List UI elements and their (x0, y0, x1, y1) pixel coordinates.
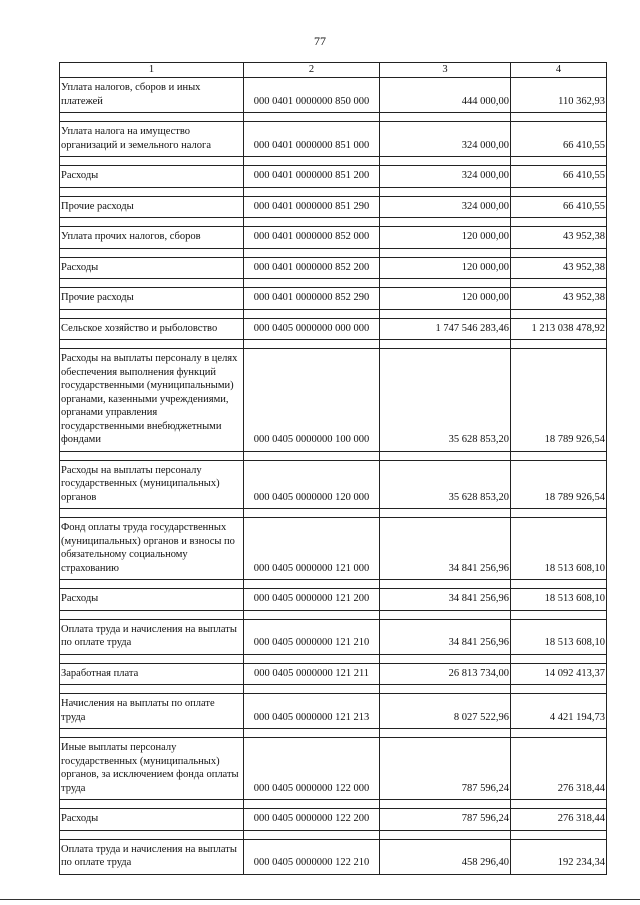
table-row (60, 257, 607, 279)
row-code-cell: 000 0405 0000000 000 000 (244, 318, 380, 340)
table-row (60, 738, 607, 800)
row-spacer-cell (511, 610, 607, 619)
row-plan-amount-cell: 34 841 256,96 (380, 619, 511, 654)
row-name-cell: Иные выплаты персоналу государственных (муниципальных) органов, за исключением фонда оплаты труда (60, 738, 244, 800)
row-spacer-cell (60, 309, 244, 318)
row-spacer-cell (511, 218, 607, 227)
row-spacer (60, 187, 607, 196)
row-code-cell: 000 0401 0000000 852 200 (244, 257, 380, 279)
row-spacer-cell (60, 509, 244, 518)
row-plan-amount-cell: 458 296,40 (380, 839, 511, 874)
row-fact-amount-cell: 43 952,38 (511, 288, 607, 310)
row-spacer-cell (511, 800, 607, 809)
row-spacer (60, 248, 607, 257)
row-spacer-cell (380, 610, 511, 619)
row-plan-amount-cell: 120 000,00 (380, 257, 511, 279)
row-spacer-cell (244, 309, 380, 318)
row-name-cell: Прочие расходы (60, 196, 244, 218)
row-plan-amount-cell: 787 596,24 (380, 738, 511, 800)
row-spacer-cell (380, 218, 511, 227)
row-spacer-cell (60, 113, 244, 122)
row-fact-amount-cell: 14 092 413,37 (511, 663, 607, 685)
row-code-cell: 000 0401 0000000 852 290 (244, 288, 380, 310)
row-fact-amount-cell: 18 513 608,10 (511, 619, 607, 654)
row-spacer-cell (511, 451, 607, 460)
row-spacer (60, 113, 607, 122)
row-fact-amount-cell: 66 410,55 (511, 166, 607, 188)
row-fact-amount-cell: 66 410,55 (511, 196, 607, 218)
row-code-cell: 000 0401 0000000 851 290 (244, 196, 380, 218)
row-spacer (60, 309, 607, 318)
row-spacer-cell (380, 830, 511, 839)
row-plan-amount-cell: 324 000,00 (380, 166, 511, 188)
row-spacer-cell (60, 580, 244, 589)
table-row (60, 839, 607, 874)
table-row (60, 166, 607, 188)
row-code-cell: 000 0405 0000000 122 000 (244, 738, 380, 800)
row-plan-amount-cell: 324 000,00 (380, 196, 511, 218)
row-spacer-cell (380, 248, 511, 257)
column-header-4: 4 (511, 63, 607, 78)
row-plan-amount-cell: 787 596,24 (380, 809, 511, 831)
row-spacer-cell (244, 580, 380, 589)
row-code-cell: 000 0401 0000000 852 000 (244, 227, 380, 249)
table-row (60, 619, 607, 654)
row-name-cell: Уплата налога на имущество организаций и земельного налога (60, 122, 244, 157)
row-spacer-cell (244, 729, 380, 738)
row-fact-amount-cell: 276 318,44 (511, 809, 607, 831)
row-name-cell: Расходы (60, 257, 244, 279)
row-spacer (60, 729, 607, 738)
row-fact-amount-cell: 18 513 608,10 (511, 589, 607, 611)
row-plan-amount-cell: 34 841 256,96 (380, 518, 511, 580)
table-row (60, 122, 607, 157)
row-name-cell: Уплата прочих налогов, сборов (60, 227, 244, 249)
row-plan-amount-cell: 34 841 256,96 (380, 589, 511, 611)
row-spacer-cell (60, 451, 244, 460)
row-spacer-cell (60, 340, 244, 349)
row-spacer-cell (380, 729, 511, 738)
row-code-cell: 000 0405 0000000 122 210 (244, 839, 380, 874)
row-spacer-cell (380, 800, 511, 809)
row-plan-amount-cell: 26 813 734,00 (380, 663, 511, 685)
table-row (60, 809, 607, 831)
row-name-cell: Сельское хозяйство и рыболовство (60, 318, 244, 340)
row-spacer-cell (60, 800, 244, 809)
row-spacer (60, 830, 607, 839)
row-fact-amount-cell: 110 362,93 (511, 78, 607, 113)
table-row (60, 694, 607, 729)
page-bottom-rule (0, 899, 640, 900)
row-code-cell: 000 0405 0000000 121 213 (244, 694, 380, 729)
row-spacer-cell (511, 248, 607, 257)
row-spacer-cell (511, 157, 607, 166)
row-code-cell: 000 0405 0000000 122 200 (244, 809, 380, 831)
table-row (60, 318, 607, 340)
row-code-cell: 000 0401 0000000 850 000 (244, 78, 380, 113)
row-spacer (60, 279, 607, 288)
row-spacer-cell (380, 340, 511, 349)
row-spacer-cell (60, 729, 244, 738)
row-spacer (60, 685, 607, 694)
row-name-cell: Расходы на выплаты персоналу государственных (муниципальных) органов (60, 460, 244, 509)
table-row (60, 460, 607, 509)
row-spacer (60, 157, 607, 166)
row-spacer-cell (60, 279, 244, 288)
column-header-3: 3 (380, 63, 511, 78)
row-spacer-cell (511, 113, 607, 122)
row-fact-amount-cell: 192 234,34 (511, 839, 607, 874)
row-spacer-cell (511, 309, 607, 318)
row-code-cell: 000 0405 0000000 121 000 (244, 518, 380, 580)
row-spacer-cell (511, 654, 607, 663)
row-plan-amount-cell: 324 000,00 (380, 122, 511, 157)
row-code-cell: 000 0405 0000000 121 200 (244, 589, 380, 611)
table-row (60, 78, 607, 113)
row-spacer (60, 340, 607, 349)
row-fact-amount-cell: 18 789 926,54 (511, 349, 607, 452)
row-spacer-cell (244, 113, 380, 122)
row-fact-amount-cell: 1 213 038 478,92 (511, 318, 607, 340)
row-name-cell: Расходы (60, 809, 244, 831)
row-spacer-cell (60, 685, 244, 694)
row-spacer (60, 654, 607, 663)
row-code-cell: 000 0405 0000000 100 000 (244, 349, 380, 452)
row-spacer-cell (244, 654, 380, 663)
row-spacer-cell (60, 157, 244, 166)
row-spacer-cell (60, 187, 244, 196)
table-row (60, 288, 607, 310)
row-spacer-cell (244, 218, 380, 227)
page-number: 77 (314, 34, 326, 48)
budget-table (59, 62, 607, 875)
row-spacer-cell (244, 509, 380, 518)
table-header-row (60, 63, 607, 78)
row-fact-amount-cell: 43 952,38 (511, 257, 607, 279)
row-spacer-cell (244, 279, 380, 288)
row-spacer-cell (380, 509, 511, 518)
row-spacer-cell (244, 340, 380, 349)
row-spacer-cell (60, 610, 244, 619)
row-fact-amount-cell: 18 513 608,10 (511, 518, 607, 580)
row-spacer-cell (380, 157, 511, 166)
row-plan-amount-cell: 1 747 546 283,46 (380, 318, 511, 340)
row-spacer-cell (60, 654, 244, 663)
row-spacer (60, 580, 607, 589)
row-plan-amount-cell: 8 027 522,96 (380, 694, 511, 729)
row-spacer-cell (511, 509, 607, 518)
row-name-cell: Расходы (60, 166, 244, 188)
row-spacer (60, 451, 607, 460)
row-spacer-cell (60, 218, 244, 227)
row-name-cell: Расходы на выплаты персоналу в целях обеспечения выполнения функций государственными (муниципальными) органами, казенными учреждениями, органами управления государственными внебюджетными фондами (60, 349, 244, 452)
row-name-cell: Заработная плата (60, 663, 244, 685)
row-fact-amount-cell: 276 318,44 (511, 738, 607, 800)
row-fact-amount-cell: 43 952,38 (511, 227, 607, 249)
row-spacer-cell (380, 113, 511, 122)
row-spacer-cell (380, 685, 511, 694)
row-plan-amount-cell: 35 628 853,20 (380, 460, 511, 509)
row-code-cell: 000 0401 0000000 851 000 (244, 122, 380, 157)
row-plan-amount-cell: 120 000,00 (380, 288, 511, 310)
row-plan-amount-cell: 120 000,00 (380, 227, 511, 249)
table-body (60, 78, 607, 875)
row-spacer-cell (380, 279, 511, 288)
table-row (60, 663, 607, 685)
row-spacer (60, 218, 607, 227)
table-row (60, 589, 607, 611)
row-code-cell: 000 0401 0000000 851 200 (244, 166, 380, 188)
row-spacer-cell (380, 451, 511, 460)
column-header-1: 1 (60, 63, 244, 78)
row-fact-amount-cell: 18 789 926,54 (511, 460, 607, 509)
row-name-cell: Уплата налогов, сборов и иных платежей (60, 78, 244, 113)
row-name-cell: Оплата труда и начисления на выплаты по оплате труда (60, 619, 244, 654)
row-spacer-cell (380, 187, 511, 196)
row-plan-amount-cell: 444 000,00 (380, 78, 511, 113)
row-code-cell: 000 0405 0000000 121 211 (244, 663, 380, 685)
row-spacer-cell (511, 830, 607, 839)
row-spacer-cell (244, 451, 380, 460)
row-spacer-cell (511, 279, 607, 288)
row-spacer-cell (244, 248, 380, 257)
row-spacer-cell (511, 580, 607, 589)
row-plan-amount-cell: 35 628 853,20 (380, 349, 511, 452)
table-row (60, 196, 607, 218)
row-spacer-cell (511, 340, 607, 349)
row-spacer-cell (511, 685, 607, 694)
row-code-cell: 000 0405 0000000 121 210 (244, 619, 380, 654)
row-spacer-cell (511, 187, 607, 196)
row-spacer-cell (244, 685, 380, 694)
row-spacer (60, 800, 607, 809)
row-spacer (60, 610, 607, 619)
row-spacer-cell (60, 248, 244, 257)
row-spacer-cell (511, 729, 607, 738)
row-spacer (60, 509, 607, 518)
row-fact-amount-cell: 66 410,55 (511, 122, 607, 157)
table-row (60, 518, 607, 580)
row-spacer-cell (244, 800, 380, 809)
row-name-cell: Оплата труда и начисления на выплаты по оплате труда (60, 839, 244, 874)
row-spacer-cell (380, 654, 511, 663)
column-header-2: 2 (244, 63, 380, 78)
row-spacer-cell (244, 830, 380, 839)
row-spacer-cell (244, 187, 380, 196)
row-spacer-cell (244, 157, 380, 166)
row-name-cell: Фонд оплаты труда государственных (муниципальных) органов и взносы по обязательному социальному страхованию (60, 518, 244, 580)
row-spacer-cell (244, 610, 380, 619)
row-spacer-cell (60, 830, 244, 839)
row-name-cell: Начисления на выплаты по оплате труда (60, 694, 244, 729)
row-name-cell: Расходы (60, 589, 244, 611)
table-row (60, 227, 607, 249)
row-fact-amount-cell: 4 421 194,73 (511, 694, 607, 729)
table-row (60, 349, 607, 452)
row-code-cell: 000 0405 0000000 120 000 (244, 460, 380, 509)
row-name-cell: Прочие расходы (60, 288, 244, 310)
row-spacer-cell (380, 580, 511, 589)
row-spacer-cell (380, 309, 511, 318)
